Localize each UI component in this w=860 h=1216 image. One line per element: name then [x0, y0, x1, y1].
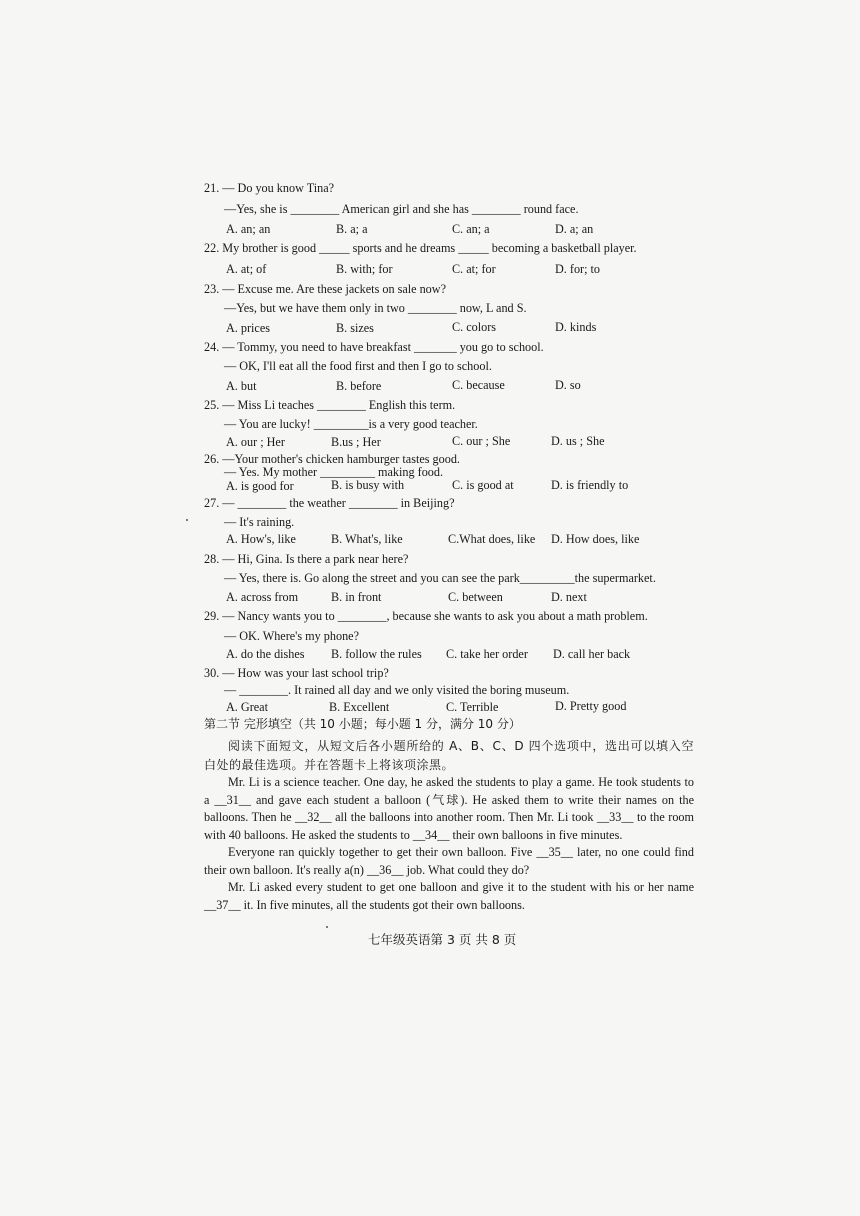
passage-paragraph-1: Mr. Li is a science teacher. One day, he asked the students to play a game. He took students to a __31__ and gave each student a balloon (气球). He asked them to write their names on the balloons. Then he __32__ all the balloons into another room. Then Mr. Li took __33__ to the room with 40 balloons. He asked the students to __34__ their own balloons in five minutes.	[204, 775, 694, 842]
q25-option-b: B.us ; Her	[331, 435, 381, 449]
q25-option-d: D. us ; She	[551, 434, 605, 448]
q25-reply: — You are lucky! _________is a very good teacher.	[224, 417, 478, 431]
q21-option-b: B. a; a	[336, 222, 368, 236]
q25-option-a: A. our ; Her	[226, 435, 285, 449]
section2-instruction: 阅读下面短文，从短文后各小题所给的 A、B、C、D 四个选项中，选出可以填入空白处的最佳选项。并在答题卡上将该项涂黑。	[204, 739, 694, 772]
q23-stem: 23. — Excuse me. Are these jackets on sale now?	[204, 282, 446, 296]
q22-option-d: D. for; to	[555, 262, 601, 276]
q27-stem: 27. — ________ the weather ________ in Beijing?	[204, 496, 455, 510]
q26-option-a: A. is good for	[226, 479, 294, 493]
q29-option-a: A. do the dishes	[226, 647, 305, 661]
q27-option-b: B. What's, like	[331, 532, 403, 546]
q23-reply: —Yes, but we have them only in two ________ now, L and S.	[224, 301, 527, 315]
passage-paragraph-2: Everyone ran quickly together to get their own balloon. Five __35__ later, no one could find their own balloon. It's really a(n) __36__ job. What could they do?	[204, 845, 694, 877]
section2-heading: 第二节 完形填空（共 10 小题；每小题 1 分，满分 10 分）	[204, 717, 521, 731]
q23-option-a: A. prices	[226, 321, 270, 335]
q23-option-b: B. sizes	[336, 321, 374, 335]
q28-option-c: C. between	[448, 590, 503, 604]
q30-option-c: C. Terrible	[446, 700, 499, 714]
passage-paragraph-3: Mr. Li asked every student to get one balloon and give it to the student with his or her name __37__ it. In five minutes, all the students got their own balloons.	[204, 880, 694, 912]
q28-option-a: A. across from	[226, 590, 299, 604]
q21-option-c: C. an; a	[452, 222, 490, 236]
q21-option-d: D. a; an	[555, 222, 594, 236]
q26-stem: 26. —Your mother's chicken hamburger tastes good.	[204, 452, 460, 466]
q26-reply: — Yes. My mother _________ making food.	[224, 465, 444, 479]
scan-speck	[186, 519, 188, 521]
q29-stem: 29. — Nancy wants you to ________, because she wants to ask you about a math problem.	[204, 609, 648, 623]
q23-option-c: C. colors	[452, 320, 497, 334]
q27-option-d: D. How does, like	[551, 532, 640, 546]
q27-option-a: A. How's, like	[226, 532, 296, 546]
q22-option-a: A. at; of	[226, 262, 267, 276]
q30-option-d: D. Pretty good	[555, 699, 627, 713]
q27-option-c: C.What does, like	[448, 532, 536, 546]
q21-option-a: A. an; an	[226, 222, 271, 236]
q21-reply: —Yes, she is ________ American girl and she has ________ round face.	[224, 202, 579, 216]
q26-option-d: D. is friendly to	[551, 478, 629, 492]
q29-option-c: C. take her order	[446, 647, 528, 661]
q30-option-a: A. Great	[226, 700, 268, 714]
q25-option-c: C. our ; She	[452, 434, 511, 448]
q27-reply: — It's raining.	[224, 515, 295, 529]
q29-reply: — OK. Where's my phone?	[224, 629, 359, 643]
q24-reply: — OK, I'll eat all the food first and then I go to school.	[224, 359, 492, 373]
q28-option-d: D. next	[551, 590, 587, 604]
q22-option-b: B. with; for	[336, 262, 393, 276]
q26-option-b: B. is busy with	[331, 478, 405, 492]
page-footer: 七年级英语第 3 页 共 8 页	[368, 932, 517, 947]
q24-option-d: D. so	[555, 378, 581, 392]
q24-stem: 24. — Tommy, you need to have breakfast _______ you go to school.	[204, 340, 544, 354]
q29-option-b: B. follow the rules	[331, 647, 422, 661]
q30-option-b: B. Excellent	[329, 700, 390, 714]
q30-stem: 30. — How was your last school trip?	[204, 666, 389, 680]
scan-speck	[326, 926, 328, 928]
q22-stem: 22. My brother is good _____ sports and he dreams _____ becoming a basketball player.	[204, 241, 637, 255]
q23-option-d: D. kinds	[555, 320, 597, 334]
q28-stem: 28. — Hi, Gina. Is there a park near here?	[204, 552, 409, 566]
q29-option-d: D. call her back	[553, 647, 631, 661]
q24-option-b: B. before	[336, 379, 382, 393]
q28-option-b: B. in front	[331, 590, 382, 604]
q26-option-c: C. is good at	[452, 478, 514, 492]
q24-option-a: A. but	[226, 379, 257, 393]
q24-option-c: C. because	[452, 378, 505, 392]
q30-reply: — ________. It rained all day and we only visited the boring museum.	[224, 683, 570, 697]
q21-stem: 21. — Do you know Tina?	[204, 181, 335, 195]
q22-option-c: C. at; for	[452, 262, 496, 276]
q28-reply: — Yes, there is. Go along the street and you can see the park_________the supermarket.	[224, 571, 656, 585]
q25-stem: 25. — Miss Li teaches ________ English this term.	[204, 398, 456, 412]
